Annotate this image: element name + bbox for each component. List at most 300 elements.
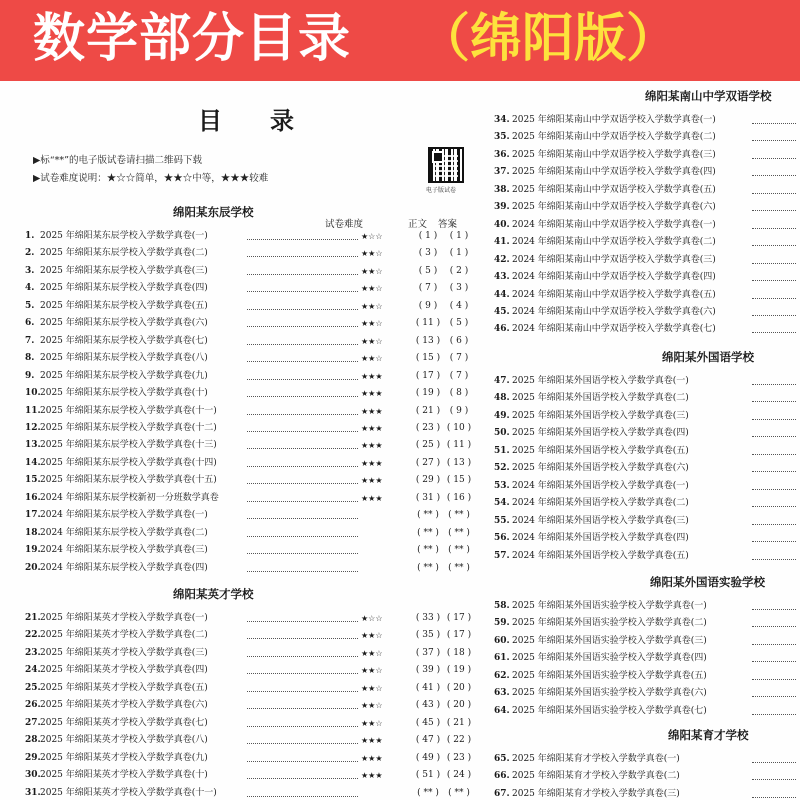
dot-leader <box>752 140 796 141</box>
entry-title: 2025 年绵阳某东辰学校入学数学真卷(十五) <box>40 475 217 486</box>
question-page: ( 49 ) <box>415 752 441 763</box>
entry-title: 2025 年绵阳某英才学校入学数学真卷(六) <box>40 700 208 711</box>
toc-entry[interactable] <box>494 147 796 164</box>
entry-title: 2025 年绵阳某英才学校入学数学真卷(一) <box>40 613 208 623</box>
dot-leader <box>752 644 796 645</box>
toc-entry[interactable] <box>494 650 796 667</box>
toc-entry[interactable] <box>25 697 470 714</box>
toc-entry[interactable] <box>25 750 470 767</box>
entry-number: 46. <box>494 324 510 335</box>
answer-page: ( 19 ) <box>446 665 472 676</box>
toc-entry[interactable] <box>25 420 470 437</box>
entry-title: 2025 年绵阳某外国语学校入学数学真卷(二) <box>512 393 689 404</box>
answer-page: ( 7 ) <box>449 370 469 381</box>
section-title: 绵阳某外国语实验学校 <box>650 575 765 589</box>
entry-title: 2024 年绵阳某南山中学双语学校入学数学真卷(七) <box>512 324 716 335</box>
entry-number: 43. <box>494 272 510 283</box>
dot-leader <box>752 609 796 610</box>
toc-entry[interactable] <box>494 668 796 685</box>
toc-entry[interactable] <box>494 182 796 199</box>
entry-title: 2025 年绵阳某南山中学双语学校入学数学真卷(三) <box>512 149 716 160</box>
toc-entry[interactable] <box>25 490 470 507</box>
toc-entry[interactable] <box>494 390 796 407</box>
entry-number: 9. <box>25 370 35 381</box>
dot-leader <box>752 280 796 281</box>
entry-title: 2025 年绵阳某东辰学校入学数学真卷(八) <box>40 353 208 364</box>
dot-leader <box>247 553 358 554</box>
entry-number: 13. <box>25 440 41 451</box>
entry-title: 2025 年绵阳某东辰学校入学数学真卷(十一) <box>40 405 217 416</box>
entry-title: 2024 年绵阳某外国语学校入学数学真卷(二) <box>512 498 689 509</box>
toc-entry[interactable] <box>25 350 470 367</box>
difficulty-stars: ★★★ <box>361 423 383 433</box>
toc-entry[interactable] <box>494 408 796 425</box>
entry-title: 2024 年绵阳某东辰学校入学数学真卷(二) <box>40 527 208 538</box>
difficulty-header: 试卷难度 <box>325 219 364 230</box>
dot-leader <box>752 175 796 176</box>
toc-entry[interactable] <box>494 685 796 702</box>
toc-entry[interactable] <box>25 280 470 297</box>
answer-page: ( 7 ) <box>449 353 469 364</box>
toc-entry[interactable] <box>25 627 470 644</box>
question-page: ( ** ) <box>417 545 439 556</box>
dot-leader <box>247 656 358 657</box>
entry-number: 55. <box>494 515 510 526</box>
entry-number: 12. <box>25 422 41 433</box>
toc-entry[interactable] <box>25 455 470 472</box>
question-page: ( 5 ) <box>418 265 438 276</box>
toc-entry[interactable] <box>494 598 796 615</box>
entry-title: 2025 年绵阳某外国语实验学校入学数学真卷(三) <box>512 635 707 646</box>
dot-leader <box>752 228 796 229</box>
answer-page: ( 20 ) <box>446 700 472 711</box>
dot-leader <box>752 506 796 507</box>
toc-entry[interactable] <box>25 245 470 262</box>
entry-title: 2025 年绵阳某外国语学校入学数学真卷(五) <box>512 445 689 456</box>
entry-title: 2025 年绵阳某外国语学校入学数学真卷(一) <box>512 376 689 386</box>
difficulty-stars: ★★★ <box>361 441 383 451</box>
difficulty-stars: ★★★ <box>361 458 383 468</box>
dot-leader <box>752 471 796 472</box>
difficulty-stars: ★★☆ <box>361 336 383 346</box>
toc-entry[interactable] <box>25 333 470 350</box>
dot-leader <box>752 661 796 662</box>
question-page: ( 21 ) <box>415 405 441 416</box>
entry-number: 65. <box>494 754 510 764</box>
toc-entry[interactable] <box>494 495 796 512</box>
entry-number: 24. <box>25 665 41 676</box>
dot-leader <box>247 691 358 692</box>
difficulty-stars: ★★☆ <box>361 284 383 294</box>
entry-title: 2025 年绵阳某英才学校入学数学真卷(二) <box>40 630 208 641</box>
dot-leader <box>752 384 796 385</box>
dot-leader <box>247 361 358 362</box>
dot-leader <box>247 448 358 449</box>
entry-number: 52. <box>494 463 510 474</box>
dot-leader <box>752 559 796 560</box>
entry-title: 2025 年绵阳某南山中学双语学校入学数学真卷(六) <box>512 202 716 213</box>
entry-title: 2025 年绵阳某育才学校入学数学真卷(三) <box>512 788 680 799</box>
difficulty-stars: ★★★ <box>361 493 383 503</box>
entry-number: 59. <box>494 618 510 629</box>
entry-number: 28. <box>25 735 41 746</box>
qr-code-icon[interactable] <box>428 147 464 183</box>
answer-header: 答案 <box>438 219 458 230</box>
dot-leader <box>752 193 796 194</box>
entry-number: 47. <box>494 376 510 386</box>
toc-entry[interactable] <box>25 767 470 784</box>
answer-page: ( 17 ) <box>446 613 472 623</box>
toc-entry[interactable] <box>494 269 796 286</box>
dot-leader <box>752 524 796 525</box>
toc-entry[interactable] <box>25 315 470 332</box>
entry-title: 2024 年绵阳某南山中学双语学校入学数学真卷(六) <box>512 306 716 317</box>
dot-leader <box>752 245 796 246</box>
entry-number: 10. <box>25 388 41 399</box>
toc-entry[interactable] <box>494 633 796 650</box>
entry-number: 34. <box>494 115 510 125</box>
entry-number: 18. <box>25 527 41 538</box>
entry-number: 29. <box>25 752 41 763</box>
answer-page: ( ** ) <box>448 527 470 538</box>
toc-entry[interactable] <box>25 472 470 489</box>
entry-number: 44. <box>494 289 510 300</box>
entry-number: 25. <box>25 682 41 693</box>
entry-title: 2025 年绵阳某南山中学双语学校入学数学真卷(四) <box>512 167 716 178</box>
question-page: ( ** ) <box>417 562 439 573</box>
qr-caption: 电子版试卷 <box>426 187 457 194</box>
question-header: 正文 <box>408 219 428 230</box>
entry-title: 2025 年绵阳某英才学校入学数学真卷(七) <box>40 717 208 728</box>
answer-page: ( 17 ) <box>446 630 472 641</box>
dot-leader <box>752 541 796 542</box>
difficulty-stars: ★★☆ <box>361 666 383 676</box>
dot-leader <box>247 483 358 484</box>
entry-title: 2024 年绵阳某东辰学校入学数学真卷(一) <box>40 510 208 521</box>
entry-number: 39. <box>494 202 510 213</box>
toc-entry[interactable] <box>494 703 796 720</box>
toc-entry[interactable] <box>494 112 796 129</box>
dot-leader <box>247 379 358 380</box>
entry-number: 2. <box>25 248 35 259</box>
toc-entry[interactable] <box>25 437 470 454</box>
entry-number: 61. <box>494 653 510 664</box>
question-page: ( 27 ) <box>415 457 441 468</box>
toc-entry[interactable] <box>25 403 470 420</box>
dot-leader <box>247 431 358 432</box>
entry-title: 2025 年绵阳某东辰学校入学数学真卷(七) <box>40 335 208 346</box>
dot-leader <box>247 518 358 519</box>
toc-entry[interactable] <box>494 129 796 146</box>
toc-page <box>0 81 800 800</box>
answer-page: ( 21 ) <box>446 717 472 728</box>
entry-number: 50. <box>494 428 510 439</box>
question-page: ( 33 ) <box>415 613 441 623</box>
answer-page: ( ** ) <box>448 562 470 573</box>
toc-entry[interactable] <box>494 425 796 442</box>
entry-title: 2024 年绵阳某东辰学校入学数学真卷(四) <box>40 562 208 573</box>
entry-number: 20. <box>25 562 41 573</box>
entry-title: 2024 年绵阳某外国语学校入学数学真卷(四) <box>512 533 689 544</box>
answer-page: ( 4 ) <box>449 300 469 311</box>
entry-title: 2025 年绵阳某东辰学校入学数学真卷(三) <box>40 265 208 276</box>
entry-number: 40. <box>494 219 510 230</box>
answer-page: ( 2 ) <box>449 265 469 276</box>
toc-entry[interactable] <box>25 560 470 577</box>
toc-entry[interactable] <box>494 164 796 181</box>
difficulty-stars: ★★☆ <box>361 319 383 329</box>
toc-entry[interactable] <box>494 252 796 269</box>
toc-entry[interactable] <box>25 732 470 749</box>
page-title: 目录 <box>198 106 342 135</box>
toc-entry[interactable] <box>494 234 796 251</box>
dot-leader <box>247 536 358 537</box>
toc-entry[interactable] <box>25 385 470 402</box>
entry-title: 2025 年绵阳某英才学校入学数学真卷(五) <box>40 682 208 693</box>
entry-number: 8. <box>25 353 35 364</box>
dot-leader <box>752 626 796 627</box>
toc-entry[interactable] <box>494 768 796 785</box>
entry-number: 35. <box>494 132 510 143</box>
answer-page: ( ** ) <box>448 510 470 521</box>
question-page: ( ** ) <box>417 510 439 521</box>
difficulty-stars: ★★☆ <box>361 683 383 693</box>
dot-leader <box>752 779 796 780</box>
toc-entry[interactable] <box>25 715 470 732</box>
entry-title: 2025 年绵阳某英才学校入学数学真卷(三) <box>40 647 208 658</box>
entry-title: 2024 年绵阳某外国语学校入学数学真卷(五) <box>512 550 689 561</box>
entry-number: 51. <box>494 445 510 456</box>
dot-leader <box>247 621 358 622</box>
entry-title: 2025 年绵阳某外国语学校入学数学真卷(四) <box>512 428 689 439</box>
entry-title: 2024 年绵阳某南山中学双语学校入学数学真卷(三) <box>512 254 716 265</box>
question-page: ( 13 ) <box>415 335 441 346</box>
dot-leader <box>247 743 358 744</box>
entry-number: 63. <box>494 688 510 699</box>
entry-title: 2024 年绵阳某东辰学校新初一分班数学真卷 <box>40 492 219 503</box>
dot-leader <box>752 489 796 490</box>
dot-leader <box>752 123 796 124</box>
answer-page: ( 6 ) <box>449 335 469 346</box>
dot-leader <box>752 696 796 697</box>
difficulty-stars: ★★★ <box>361 771 383 781</box>
toc-entry[interactable] <box>25 263 470 280</box>
difficulty-stars: ★★☆ <box>361 648 383 658</box>
question-page: ( 37 ) <box>415 647 441 658</box>
entry-title: 2025 年绵阳某外国语学校入学数学真卷(三) <box>512 410 689 421</box>
difficulty-stars: ★★☆ <box>361 266 383 276</box>
difficulty-stars: ★★☆ <box>361 631 383 641</box>
entry-number: 49. <box>494 410 510 421</box>
entry-title: 2024 年绵阳某南山中学双语学校入学数学真卷(二) <box>512 237 716 248</box>
toc-entry[interactable] <box>25 507 470 524</box>
toc-entry[interactable] <box>494 513 796 530</box>
toc-entry[interactable] <box>494 548 796 565</box>
difficulty-stars: ★★☆ <box>361 701 383 711</box>
dot-leader <box>752 762 796 763</box>
section-title: 绵阳某英才学校 <box>173 587 254 601</box>
download-note: ▶标“**”的电子版试卷请扫描二维码下载 <box>33 155 203 166</box>
entry-title: 2025 年绵阳某东辰学校入学数学真卷(十) <box>40 388 208 399</box>
toc-entry[interactable] <box>25 525 470 542</box>
entry-number: 16. <box>25 492 41 503</box>
toc-entry[interactable] <box>25 610 470 627</box>
header-banner <box>0 0 800 81</box>
dot-leader <box>752 210 796 211</box>
section-title: 绵阳某东辰学校 <box>173 205 254 219</box>
entry-number: 38. <box>494 184 510 195</box>
toc-entry[interactable] <box>494 530 796 547</box>
dot-leader <box>752 315 796 316</box>
question-page: ( 17 ) <box>415 370 441 381</box>
entry-title: 2024 年绵阳某外国语学校入学数学真卷(三) <box>512 515 689 526</box>
entry-title: 2025 年绵阳某东辰学校入学数学真卷(十三) <box>40 440 217 451</box>
entry-number: 21. <box>25 613 41 623</box>
question-page: ( 31 ) <box>415 492 441 503</box>
dot-leader <box>247 256 358 257</box>
question-page: ( 7 ) <box>418 283 438 294</box>
answer-page: ( 1 ) <box>449 248 469 259</box>
entry-title: 2025 年绵阳某外国语实验学校入学数学真卷(六) <box>512 688 707 699</box>
entry-number: 36. <box>494 149 510 160</box>
toc-entry[interactable] <box>494 287 796 304</box>
toc-entry[interactable] <box>25 368 470 385</box>
question-page: ( 29 ) <box>415 475 441 486</box>
toc-entry[interactable] <box>494 304 796 321</box>
toc-entry[interactable] <box>25 662 470 679</box>
question-page: ( 1 ) <box>418 231 438 241</box>
toc-entry[interactable] <box>25 645 470 662</box>
question-page: ( 41 ) <box>415 682 441 693</box>
toc-entry[interactable] <box>25 228 470 245</box>
dot-leader <box>247 344 358 345</box>
answer-page: ( ** ) <box>448 545 470 556</box>
answer-page: ( 11 ) <box>446 440 472 451</box>
toc-entry[interactable] <box>25 785 470 800</box>
entry-title: 2025 年绵阳某外国语学校入学数学真卷(六) <box>512 463 689 474</box>
entry-title: 2025 年绵阳某英才学校入学数学真卷(十一) <box>40 787 217 798</box>
question-page: ( 43 ) <box>415 700 441 711</box>
answer-page: ( ** ) <box>448 787 470 798</box>
entry-number: 54. <box>494 498 510 509</box>
entry-number: 64. <box>494 705 510 716</box>
entry-title: 2024 年绵阳某南山中学双语学校入学数学真卷(四) <box>512 272 716 283</box>
entry-title: 2025 年绵阳某东辰学校入学数学真卷(九) <box>40 370 208 381</box>
entry-title: 2025 年绵阳某育才学校入学数学真卷(一) <box>512 754 680 764</box>
entry-number: 41. <box>494 237 510 248</box>
question-page: ( 35 ) <box>415 630 441 641</box>
toc-entry[interactable] <box>494 478 796 495</box>
question-page: ( 19 ) <box>415 388 441 399</box>
entry-number: 53. <box>494 480 510 491</box>
toc-entry[interactable] <box>494 751 796 768</box>
entry-number: 17. <box>25 510 41 521</box>
dot-leader <box>247 571 358 572</box>
toc-entry[interactable] <box>25 680 470 697</box>
toc-entry[interactable] <box>494 321 796 338</box>
entry-number: 66. <box>494 771 510 782</box>
difficulty-stars: ★★★ <box>361 476 383 486</box>
dot-leader <box>247 414 358 415</box>
answer-page: ( 8 ) <box>449 388 469 399</box>
dot-leader <box>247 501 358 502</box>
entry-number: 5. <box>25 300 35 311</box>
dot-leader <box>752 454 796 455</box>
entry-number: 11. <box>25 405 41 416</box>
banner-title: 数学部分目录 <box>33 9 352 69</box>
toc-entry[interactable] <box>494 217 796 234</box>
dot-leader <box>752 298 796 299</box>
entry-number: 14. <box>25 457 41 468</box>
entry-number: 26. <box>25 700 41 711</box>
dot-leader <box>752 419 796 420</box>
toc-entry[interactable] <box>25 298 470 315</box>
entry-number: 37. <box>494 167 510 178</box>
entry-title: 2025 年绵阳某外国语实验学校入学数学真卷(一) <box>512 601 707 611</box>
toc-entry[interactable] <box>494 786 796 800</box>
question-page: ( 51 ) <box>415 770 441 781</box>
dot-leader <box>752 332 796 333</box>
dot-leader <box>247 708 358 709</box>
entry-number: 57. <box>494 550 510 561</box>
entry-title: 2025 年绵阳某育才学校入学数学真卷(二) <box>512 771 680 782</box>
entry-title: 2025 年绵阳某东辰学校入学数学真卷(十四) <box>40 457 217 468</box>
entry-title: 2025 年绵阳某东辰学校入学数学真卷(五) <box>40 300 208 311</box>
section-title: 绵阳某外国语学校 <box>662 350 754 364</box>
entry-title: 2025 年绵阳某外国语实验学校入学数学真卷(四) <box>512 653 707 664</box>
difficulty-stars: ★★★ <box>361 736 383 746</box>
dot-leader <box>247 239 358 240</box>
dot-leader <box>247 726 358 727</box>
dot-leader <box>752 401 796 402</box>
toc-entry[interactable] <box>494 615 796 632</box>
entry-number: 60. <box>494 635 510 646</box>
entry-number: 15. <box>25 475 41 486</box>
answer-page: ( 24 ) <box>446 770 472 781</box>
entry-number: 19. <box>25 545 41 556</box>
toc-entry[interactable] <box>494 199 796 216</box>
difficulty-stars: ★★☆ <box>361 718 383 728</box>
toc-entry[interactable] <box>25 542 470 559</box>
dot-leader <box>247 326 358 327</box>
answer-page: ( 5 ) <box>449 318 469 329</box>
entry-title: 2025 年绵阳某英才学校入学数学真卷(四) <box>40 665 208 676</box>
answer-page: ( 23 ) <box>446 752 472 763</box>
question-page: ( 3 ) <box>418 248 438 259</box>
dot-leader <box>247 761 358 762</box>
entry-number: 27. <box>25 717 41 728</box>
dot-leader <box>247 638 358 639</box>
question-page: ( ** ) <box>417 787 439 798</box>
answer-page: ( 20 ) <box>446 682 472 693</box>
dot-leader <box>247 796 358 797</box>
dot-leader <box>247 673 358 674</box>
entry-title: 2025 年绵阳某东辰学校入学数学真卷(十二) <box>40 422 217 433</box>
toc-entry[interactable] <box>494 460 796 477</box>
answer-page: ( 13 ) <box>446 457 472 468</box>
entry-title: 2025 年绵阳某南山中学双语学校入学数学真卷(一) <box>512 115 716 125</box>
entry-title: 2025 年绵阳某东辰学校入学数学真卷(一) <box>40 231 208 241</box>
entry-title: 2025 年绵阳某英才学校入学数学真卷(十) <box>40 770 208 781</box>
question-page: ( 15 ) <box>415 353 441 364</box>
entry-number: 56. <box>494 533 510 544</box>
toc-entry[interactable] <box>494 443 796 460</box>
difficulty-note: ▶试卷难度说明：★☆☆简单，★★☆中等，★★★较难 <box>33 173 269 184</box>
question-page: ( 25 ) <box>415 440 441 451</box>
question-page: ( 45 ) <box>415 717 441 728</box>
section-title: 绵阳某南山中学双语学校 <box>645 89 772 103</box>
toc-entry[interactable] <box>494 373 796 390</box>
